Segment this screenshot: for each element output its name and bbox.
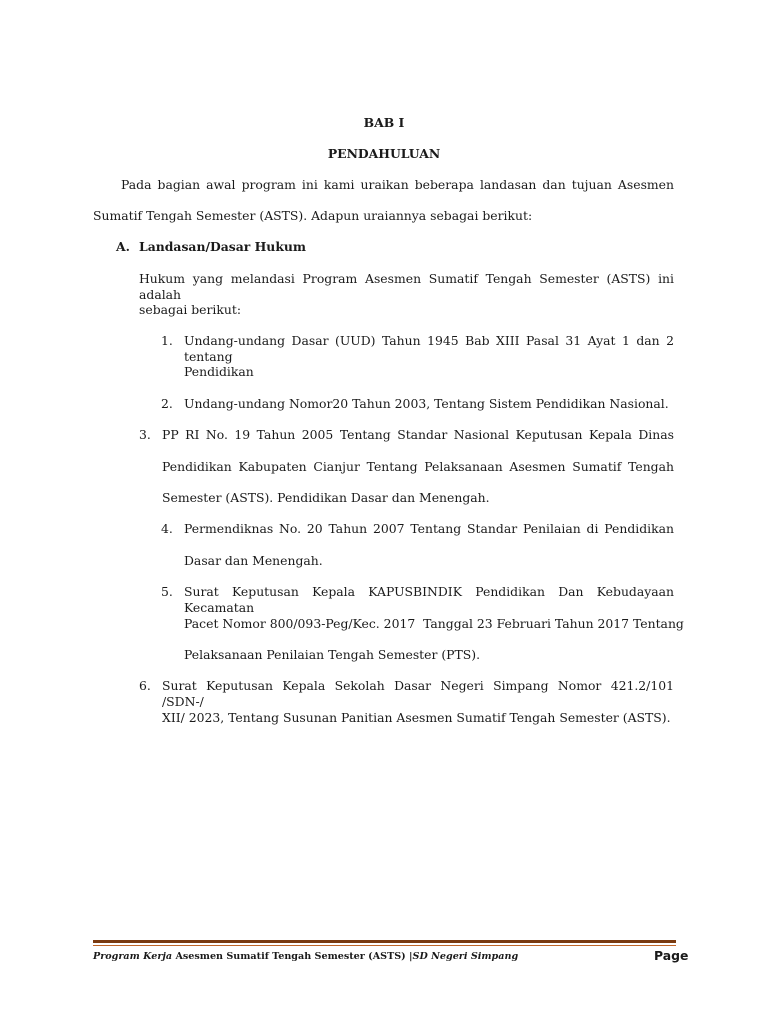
footer-text xyxy=(93,950,518,963)
list-item-number: 2. xyxy=(161,396,173,411)
list-item-line: Surat Keputusan Kepala Sekolah Dasar Negeri Simpang Nomor 421.2/101 /SDN-/ xyxy=(162,678,674,709)
list-item-line: Surat Keputusan Kepala KAPUSBINDIK Pendidikan Dan Kebudayaan Kecamatan xyxy=(184,584,674,615)
list-item-number: 1. xyxy=(161,333,173,348)
footer-school-name: |SD Negeri Simpang xyxy=(409,951,519,962)
list-item-number: 6. xyxy=(139,678,151,693)
footer-rule-thick xyxy=(93,940,676,943)
section-a-para-line-1: Hukum yang melandasi Program Asesmen Sumatif Tengah Semester (ASTS) ini adalah xyxy=(139,271,674,302)
list-item-line: Undang-undang Dasar (UUD) Tahun 1945 Bab XIII Pasal 31 Ayat 1 dan 2 tentang xyxy=(184,333,674,364)
list-item-line: Undang-undang Nomor20 Tahun 2003, Tentang Sistem Pendidikan Nasional. xyxy=(184,396,669,411)
list-item-line: Semester (ASTS). Pendidikan Dasar dan Menengah. xyxy=(162,490,490,505)
chapter-title: PENDAHULUAN xyxy=(327,146,441,161)
section-a-title: Landasan/Dasar Hukum xyxy=(139,239,307,254)
list-item-line: PP RI No. 19 Tahun 2005 Tentang Standar Nasional Keputusan Kepala Dinas xyxy=(162,427,674,442)
list-item-line: Dasar dan Menengah. xyxy=(184,553,323,568)
chapter-heading: BAB I xyxy=(363,115,405,130)
list-item-line: Pelaksanaan Penilaian Tengah Semester (PTS). xyxy=(184,647,481,662)
list-item-line: Pendidikan xyxy=(184,364,254,379)
list-item-line: Pacet Nomor 800/093-Peg/Kec. 2017 Tanggal 23 Februari Tahun 2017 Tentang xyxy=(184,616,684,631)
footer-document-title: Asesmen Sumatif Tengah Semester (ASTS) xyxy=(175,951,410,962)
list-item-line: Pendidikan Kabupaten Cianjur Tentang Pelaksanaan Asesmen Sumatif Tengah xyxy=(162,459,674,474)
list-item-number: 3. xyxy=(139,427,151,442)
footer-program-label: Program Kerja xyxy=(93,951,176,962)
footer-page-label: Page xyxy=(654,948,689,963)
list-item-number: 4. xyxy=(161,521,173,536)
list-item-number: 5. xyxy=(161,584,173,599)
footer-rule-thin xyxy=(93,945,676,946)
intro-line-2: Sumatif Tengah Semester (ASTS). Adapun uraiannya sebagai berikut: xyxy=(93,208,533,223)
list-item-line: XII/ 2023, Tentang Susunan Panitian Asesmen Sumatif Tengah Semester (ASTS). xyxy=(162,710,671,725)
section-a-para-line-2: sebagai berikut: xyxy=(139,302,242,317)
list-item-line: Permendiknas No. 20 Tahun 2007 Tentang Standar Penilaian di Pendidikan xyxy=(184,521,674,536)
intro-line-1: Pada bagian awal program ini kami uraikan beberapa landasan dan tujuan Asesmen xyxy=(121,177,674,192)
section-a-marker: A. xyxy=(116,239,130,254)
